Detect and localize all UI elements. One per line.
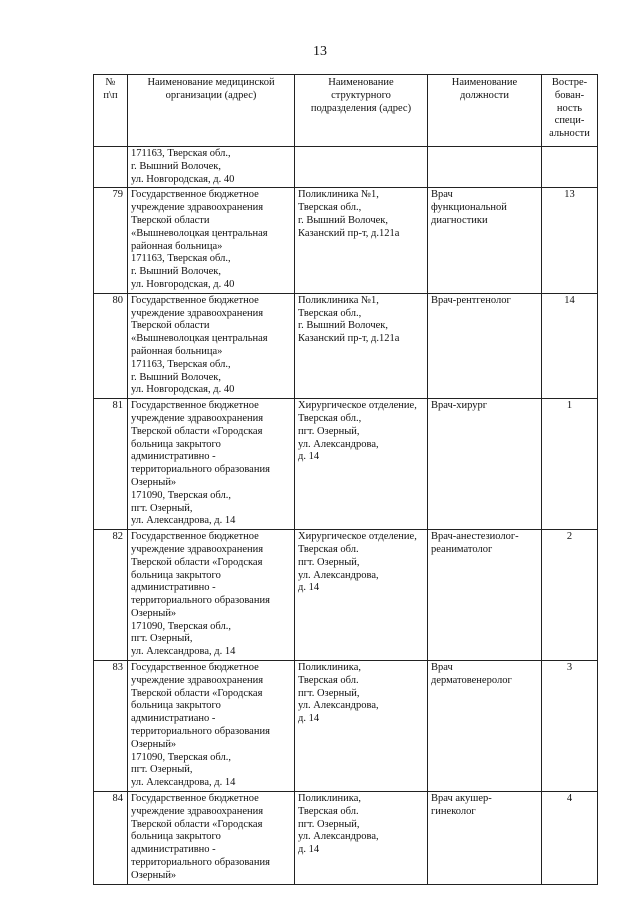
header-position: Наименование должности: [428, 75, 542, 147]
table-row: [94, 530, 598, 661]
row-position: Врач дерматовенеролог: [428, 661, 542, 792]
table-row: [94, 792, 598, 885]
page-number: 13: [313, 44, 327, 59]
header-num: № п\п: [94, 75, 128, 147]
row-organization: Государственное бюджетное учреждение здравоохранения Тверской области «Городская больница закрытого администратиано - территориального образования Озерный» 171090, Тверская обл., пгт. Озерный, ул. Александрова, д. 14: [128, 661, 295, 792]
row-unit: Поликлиника №1, Тверская обл., г. Вышний Волочек, Казанский пр-т, д.121а: [295, 188, 428, 293]
row-organization: Государственное бюджетное учреждение здравоохранения Тверской области «Вышневолоцкая центральная районная больница» 171163, Тверская обл., г. Вышний Волочек, ул. Новгородская, д. 40: [128, 188, 295, 293]
row-position: Врач акушер- гинеколог: [428, 792, 542, 885]
row-num: 84: [94, 792, 128, 885]
row-position: Врач-анестезиолог- реаниматолог: [428, 530, 542, 661]
table-row: [94, 147, 598, 188]
row-organization: Государственное бюджетное учреждение здравоохранения Тверской области «Вышневолоцкая центральная районная больница» 171163, Тверская обл., г. Вышний Волочек, ул. Новгородская, д. 40: [128, 293, 295, 398]
row-unit: Поликлиника, Тверская обл. пгт. Озерный, ул. Александрова, д. 14: [295, 661, 428, 792]
row-demand: 14: [542, 293, 598, 398]
row-position: Врач функциональной диагностики: [428, 188, 542, 293]
row-demand: 1: [542, 399, 598, 530]
table-header-row: [94, 75, 598, 147]
row-organization: Государственное бюджетное учреждение здравоохранения Тверской области «Городская больница закрытого административно - территориального образования Озерный» 171090, Тверская обл., пгт. Озерный, ул. Александрова, д. 14: [128, 399, 295, 530]
row-unit: Хирургическое отделение, Тверская обл., пгт. Озерный, ул. Александрова, д. 14: [295, 399, 428, 530]
row-num: 80: [94, 293, 128, 398]
row-demand: 3: [542, 661, 598, 792]
table-row: [94, 293, 598, 398]
header-organization: Наименование медицинской организации (адрес): [128, 75, 295, 147]
row-unit: Поликлиника, Тверская обл. пгт. Озерный, ул. Александрова, д. 14: [295, 792, 428, 885]
row-demand: 4: [542, 792, 598, 885]
row-num: 83: [94, 661, 128, 792]
row-num: 81: [94, 399, 128, 530]
row-position: Врач-хирург: [428, 399, 542, 530]
row-demand: 2: [542, 530, 598, 661]
row-organization: 171163, Тверская обл., г. Вышний Волочек, ул. Новгородская, д. 40: [128, 147, 295, 188]
table-row: [94, 661, 598, 792]
vacancy-table: [93, 74, 598, 885]
row-position: [428, 147, 542, 188]
row-organization: Государственное бюджетное учреждение здравоохранения Тверской области «Городская больница закрытого административно - территориального образования Озерный»: [128, 792, 295, 885]
header-unit: Наименование структурного подразделения (адрес): [295, 75, 428, 147]
row-unit: Хирургическое отделение, Тверская обл. пгт. Озерный, ул. Александрова, д. 14: [295, 530, 428, 661]
row-demand: [542, 147, 598, 188]
row-unit: [295, 147, 428, 188]
row-demand: 13: [542, 188, 598, 293]
row-position: Врач-рентгенолог: [428, 293, 542, 398]
row-num: 82: [94, 530, 128, 661]
row-num: [94, 147, 128, 188]
header-demand: Востре- бован- ность специ- альности: [542, 75, 598, 147]
table-row: [94, 188, 598, 293]
row-organization: Государственное бюджетное учреждение здравоохранения Тверской области «Городская больница закрытого административно - территориального образования Озерный» 171090, Тверская обл., пгт. Озерный, ул. Александрова, д. 14: [128, 530, 295, 661]
row-num: 79: [94, 188, 128, 293]
row-unit: Поликлиника №1, Тверская обл., г. Вышний Волочек, Казанский пр-т, д.121а: [295, 293, 428, 398]
table-row: [94, 399, 598, 530]
